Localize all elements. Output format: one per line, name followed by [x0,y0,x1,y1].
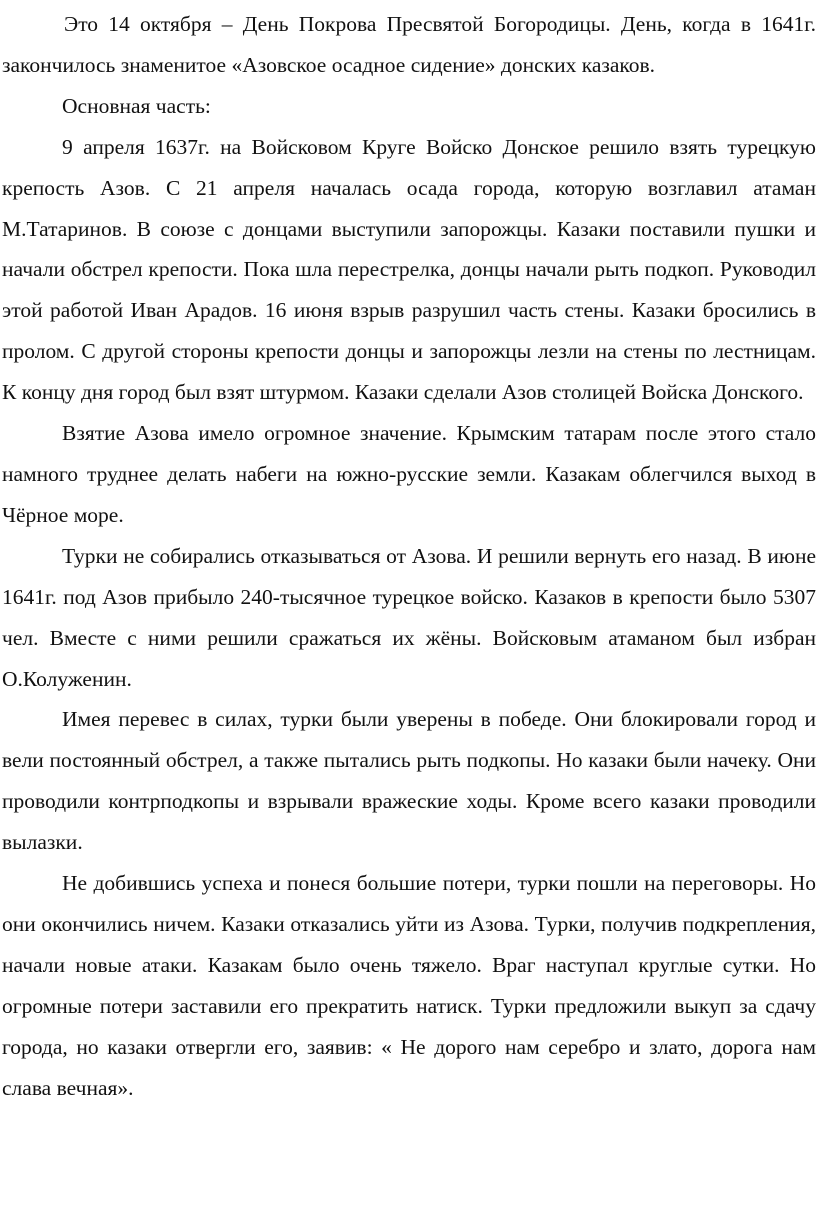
paragraph-negotiations: Не добившись успеха и понеся большие потери, турки пошли на переговоры. Но они окончились ничем. Казаки отказались уйти из Азова. Турки, получив подкрепления, начали новые атаки. Казакам было очень тяжело. Враг наступал круглые сутки. Но огромные потери заставили его прекратить натиск. Турки предложили выкуп за сдачу города, но казаки отвергли его, заявив: « Не дорого нам серебро и злато, дорога нам слава вечная». [2,871,816,1100]
paragraph-intro: Это 14 октября – День Покрова Пресвятой Богородицы. День, когда в 1641г. закончилось знаменитое «Азовское осадное сидение» донских казаков. [2,12,816,77]
paragraph-siege: Имея перевес в силах, турки были уверены в победе. Они блокировали город и вели постоянный обстрел, а также пытались рыть подкопы. Но казаки были начеку. Они проводили контрподкопы и взрывали вражеские ходы. Кроме всего казаки проводили вылазки. [2,707,816,855]
document-body [2,4,816,1108]
paragraph-capture-of-azov: 9 апреля 1637г. на Войсковом Круге Войско Донское решило взять турецкую крепость Азов. С 21 апреля началась осада города, которую возглавил атаман М.Татаринов. В союзе с донцами выступили запорожцы. Казаки поставили пушки и начали обстрел крепости. Пока шла перестрелка, донцы начали рыть подкоп. Руководил этой работой Иван Арадов. 16 июня взрыв разрушил часть стены. Казаки бросились в пролом. С другой стороны крепости донцы и запорожцы лезли на стены по лестницам. К концу дня город был взят штурмом. Казаки сделали Азов столицей Войска Донского. [2,134,816,405]
paragraph-section-heading: Основная часть: [62,93,211,118]
paragraph-significance: Взятие Азова имело огромное значение. Крымским татарам после этого стало намного труднее делать набеги на южно-русские земли. Казакам облегчился выход в Чёрное море. [2,421,816,527]
paragraph-turkish-army: Турки не собирались отказываться от Азова. И решили вернуть его назад. В июне 1641г. под Азов прибыло 240-тысячное турецкое войско. Казаков в крепости было 5307 чел. Вместе с ними решили сражаться их жёны. Войсковым атаманом был избран О.Колуженин. [2,543,816,691]
